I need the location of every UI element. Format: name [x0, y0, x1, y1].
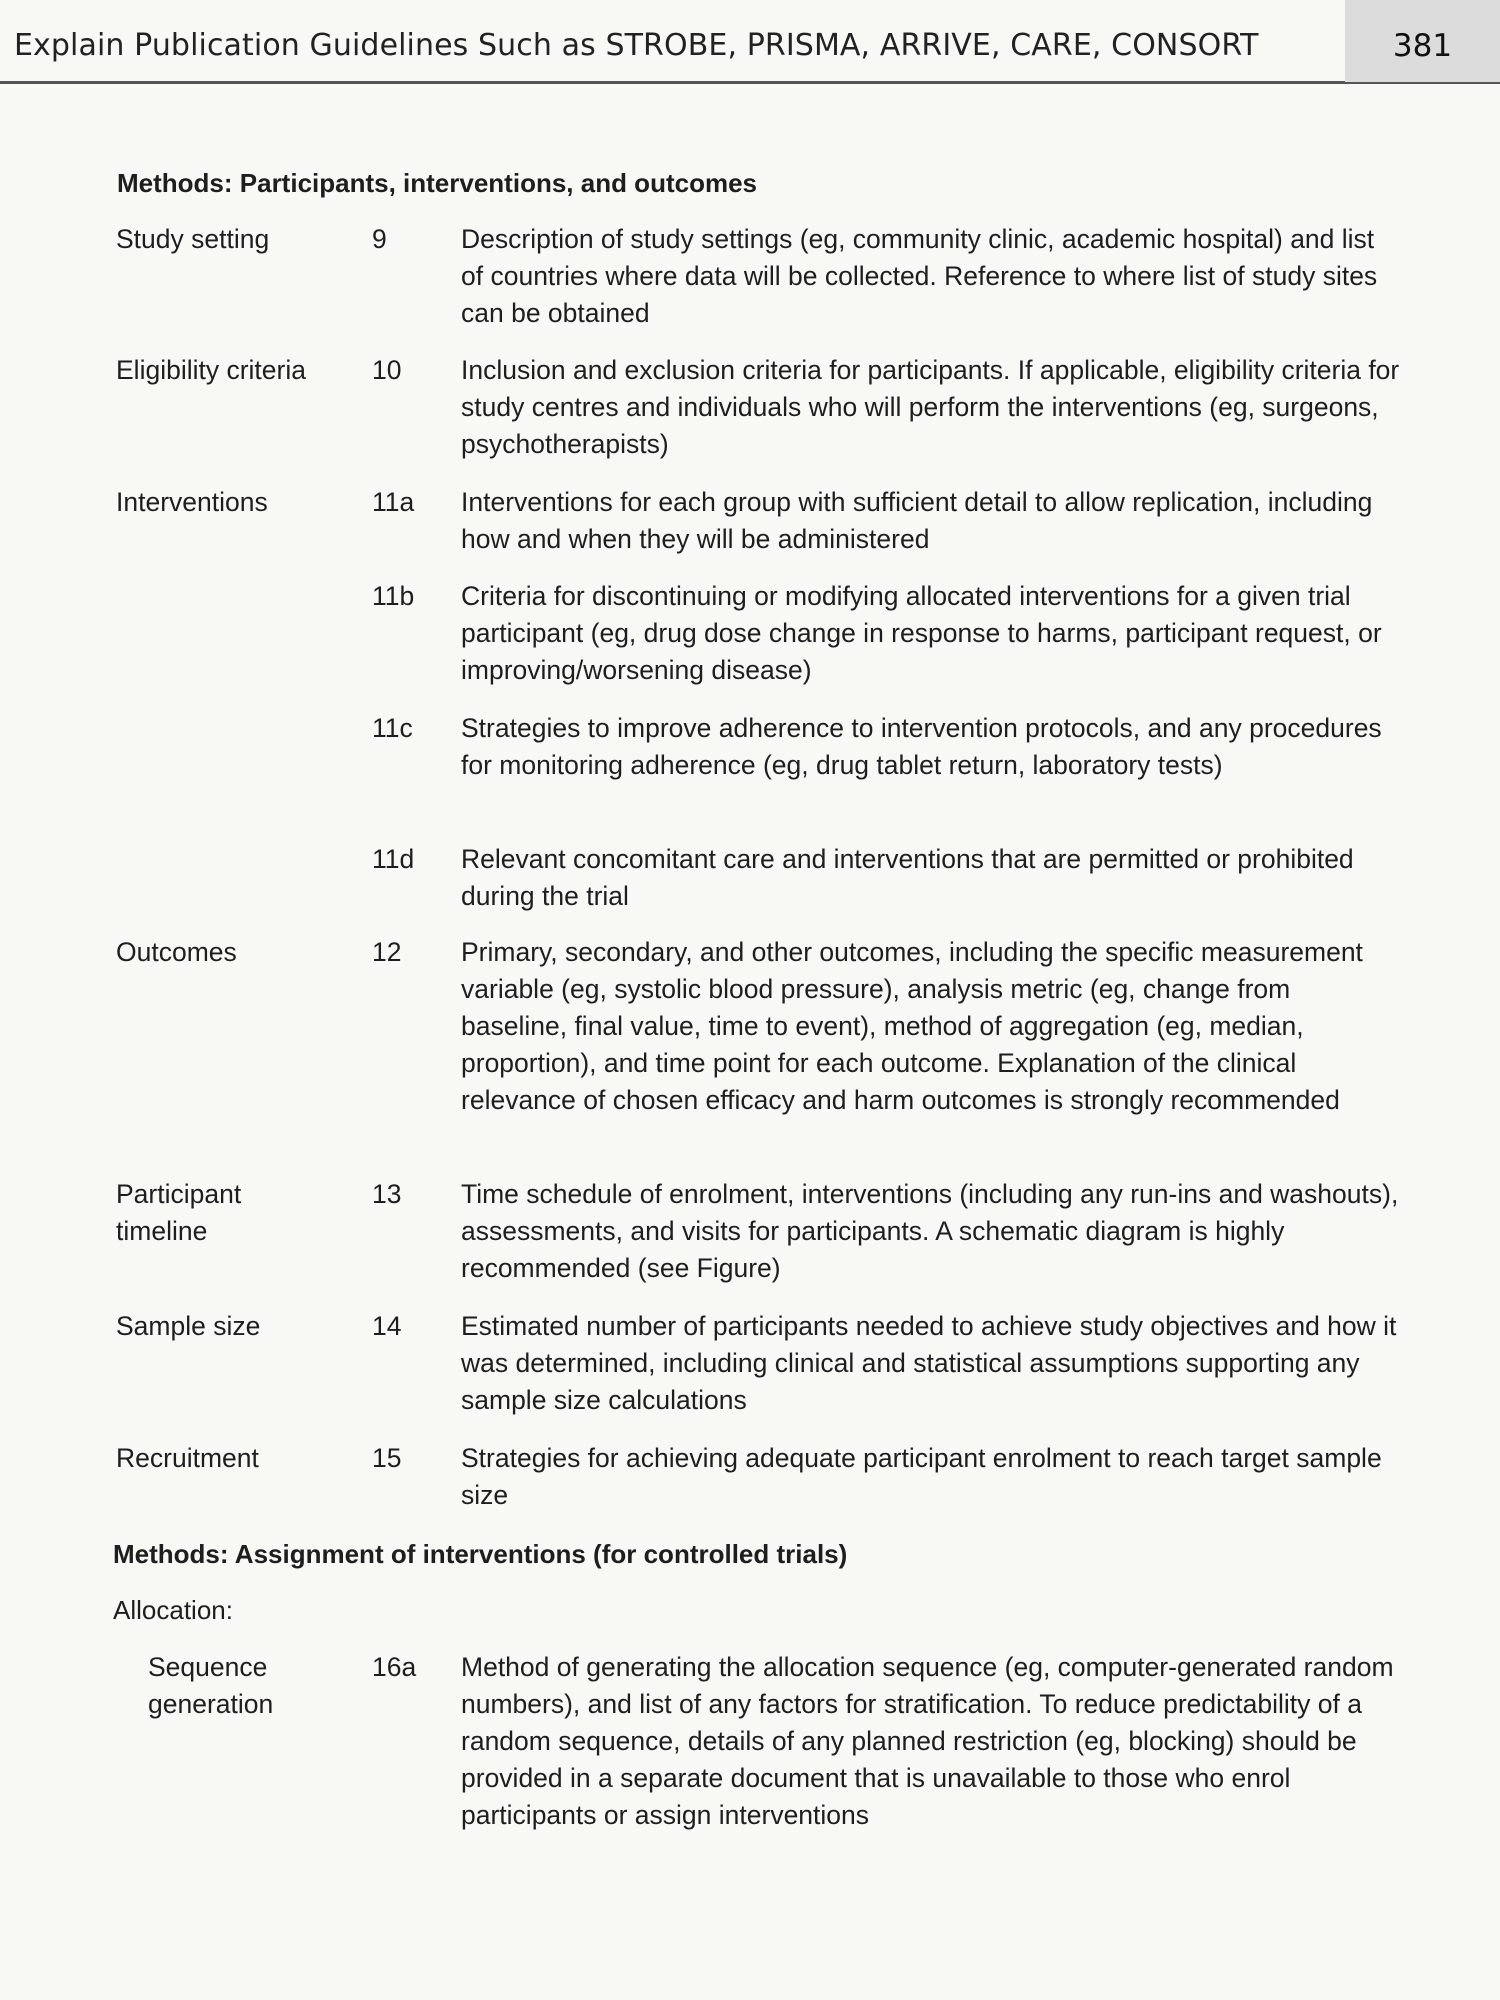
running-title: Explain Publication Guidelines Such as STROBE, PRISMA, ARRIVE, CARE, CONSORT — [14, 28, 1259, 63]
item-number: 9 — [372, 224, 387, 254]
item-topic: Study setting — [116, 224, 270, 254]
item-description: Strategies to improve adherence to intervention protocols, and any procedures for monitoring adherence (eg, drug tablet return, laboratory tests) — [461, 713, 1382, 780]
item-description: Relevant concomitant care and interventions that are permitted or prohibited during the trial — [461, 844, 1354, 911]
item-description: Estimated number of participants needed to achieve study objectives and how it was determined, including clinical and statistical assumptions supporting any sample size calculations — [461, 1311, 1397, 1415]
subheading-allocation: Allocation: — [113, 1595, 233, 1625]
item-number: 10 — [372, 355, 402, 385]
item-topic: Interventions — [116, 487, 268, 517]
item-number: 15 — [372, 1443, 402, 1473]
section-heading-assignment: Methods: Assignment of interventions (for controlled trials) — [113, 1539, 848, 1569]
item-description: Primary, secondary, and other outcomes, including the specific measurement variable (eg, systolic blood pressure), analysis metric (eg, change from baseline, final value, time to event), method of aggregation (eg, median, proportion), and time point for each outcome. Explanation of the clinical relevance of chosen efficacy and harm outcomes is strongly recommended — [461, 937, 1363, 1115]
item-number: 11d — [372, 844, 415, 874]
item-topic: Sample size — [116, 1311, 261, 1341]
item-description: Interventions for each group with sufficient detail to allow replication, including how and when they will be administered — [461, 487, 1373, 554]
item-topic: Outcomes — [116, 937, 237, 967]
item-description: Criteria for discontinuing or modifying allocated interventions for a given trial participant (eg, drug dose change in response to harms, participant request, or improving/worsening disease) — [461, 581, 1382, 685]
item-description: Method of generating the allocation sequence (eg, computer-generated random numbers), and list of any factors for stratification. To reduce predictability of a random sequence, details of any planned restriction (eg, blocking) should be provided in a separate document that is unavailable to those who enrol participants or assign interventions — [461, 1652, 1394, 1830]
item-topic: Participant timeline — [116, 1179, 242, 1246]
item-number: 11c — [372, 713, 413, 743]
section-heading-participants: Methods: Participants, interventions, and outcomes — [117, 168, 757, 198]
item-number: 12 — [372, 937, 402, 967]
item-topic: Sequence generation — [148, 1652, 274, 1719]
item-topic: Recruitment — [116, 1443, 259, 1473]
item-description: Time schedule of enrolment, interventions (including any run-ins and washouts), assessments, and visits for participants. A schematic diagram is highly recommended (see Figure) — [461, 1179, 1399, 1283]
item-number: 14 — [372, 1311, 402, 1341]
item-number: 13 — [372, 1179, 402, 1209]
item-description: Inclusion and exclusion criteria for participants. If applicable, eligibility criteria for study centres and individuals who will perform the interventions (eg, surgeons, psychotherapists) — [461, 355, 1400, 459]
item-number: 11b — [372, 581, 415, 611]
item-number: 16a — [372, 1652, 417, 1682]
item-description: Description of study settings (eg, community clinic, academic hospital) and list of countries where data will be collected. Reference to where list of study sites can be obtained — [461, 224, 1378, 328]
item-description: Strategies for achieving adequate participant enrolment to reach target sample size — [461, 1443, 1382, 1510]
item-number: 11a — [372, 487, 415, 517]
item-topic: Eligibility criteria — [116, 355, 306, 385]
page-number: 381 — [1392, 28, 1453, 64]
